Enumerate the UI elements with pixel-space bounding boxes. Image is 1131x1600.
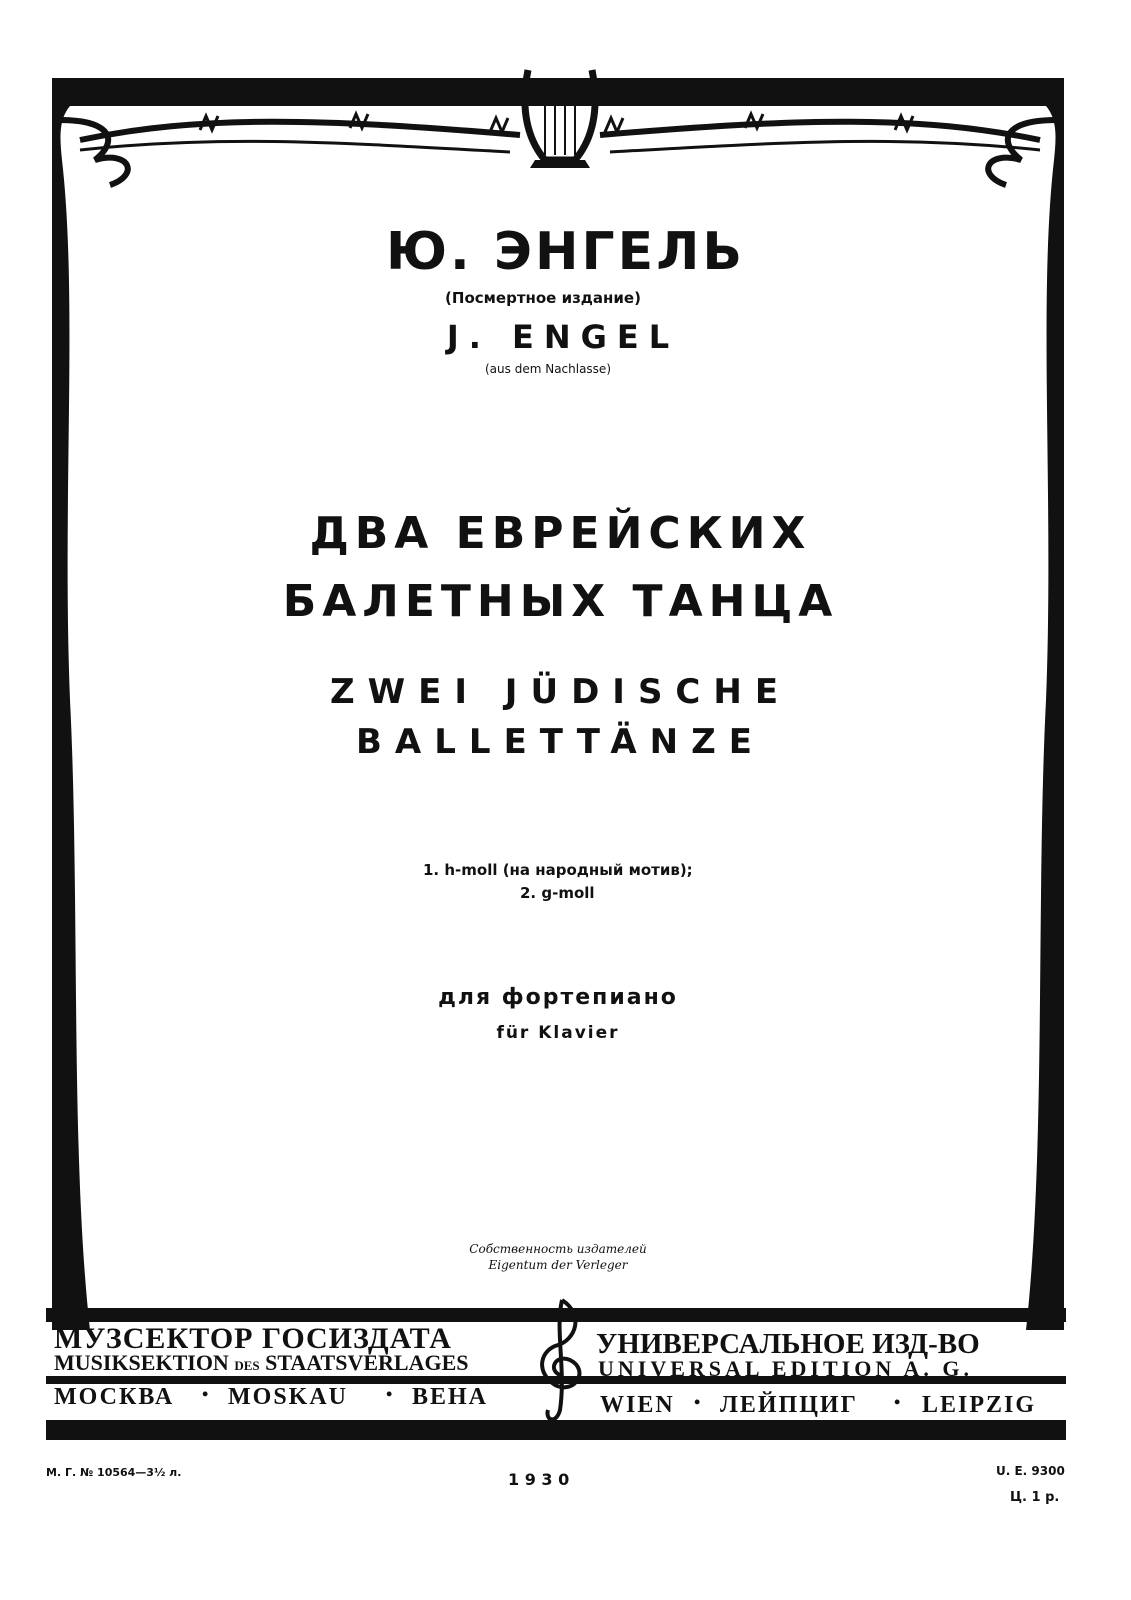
composer-name-ru: Ю. ЭНГЕЛЬ [385, 222, 746, 282]
property-ru: Собственность издателей [469, 1242, 647, 1256]
property-de: Eigentum der Verleger [488, 1258, 628, 1272]
publisher-left-de-part1: MUSIKSEKTION [54, 1350, 229, 1375]
edition-note-de: (aus dem Nachlasse) [485, 362, 611, 376]
publisher-left-de-part2: DES [234, 1358, 260, 1373]
ue-number: U. E. 9300 [996, 1464, 1065, 1478]
publisher-left-ru: МУЗСЕКТОР ГОСИЗДАТА [54, 1322, 452, 1355]
title-ru-line2: БАЛЕТНЫХ ТАНЦА [282, 576, 839, 627]
instrument-de: für Klavier [496, 1023, 620, 1043]
publication-year: 1 9 3 0 [508, 1470, 570, 1489]
title-de-line1: ZWEI JÜDISCHE [329, 672, 792, 712]
title-ru-line1: ДВА ЕВРЕЙСКИХ [309, 508, 812, 559]
publisher-right-de: UNIVERSAL EDITION A. G. [598, 1356, 974, 1381]
publisher-right-ru: УНИВЕРСАЛЬНОЕ ИЗД-ВО [596, 1328, 980, 1360]
city-leipzig-ru: ЛЕЙПЦИГ [720, 1392, 858, 1418]
catalog-number: М. Г. № 10564—3½ л. [46, 1466, 182, 1479]
city-vienna-de: WIEN [600, 1392, 675, 1418]
piece-1: 1. h-moll (на народный мотив); [423, 861, 693, 879]
title-de-line2: BALLETTÄNZE [356, 722, 765, 762]
composer-name-de: J. ENGEL [446, 318, 680, 356]
instrument-ru: для фортепиано [438, 985, 678, 1010]
city-moscow-ru: МОСКВА [54, 1384, 175, 1410]
city-moscow-de: MOSKAU [228, 1384, 348, 1410]
city-sep-1: • [202, 1384, 211, 1404]
city-leipzig-de: LEIPZIG [922, 1392, 1037, 1418]
piece-2: 2. g-moll [520, 884, 595, 902]
edition-note-ru: (Посмертное издание) [445, 289, 641, 307]
city-sep-4: • [894, 1392, 903, 1412]
publisher-left-de-part3: STAATSVERLAGES [265, 1350, 469, 1375]
city-sep-3: • [694, 1392, 703, 1412]
city-sep-2: • [386, 1384, 395, 1404]
price: Ц. 1 р. [1010, 1490, 1060, 1505]
publisher-left-de [54, 1350, 469, 1376]
city-vienna-ru: ВЕНА [412, 1384, 489, 1410]
